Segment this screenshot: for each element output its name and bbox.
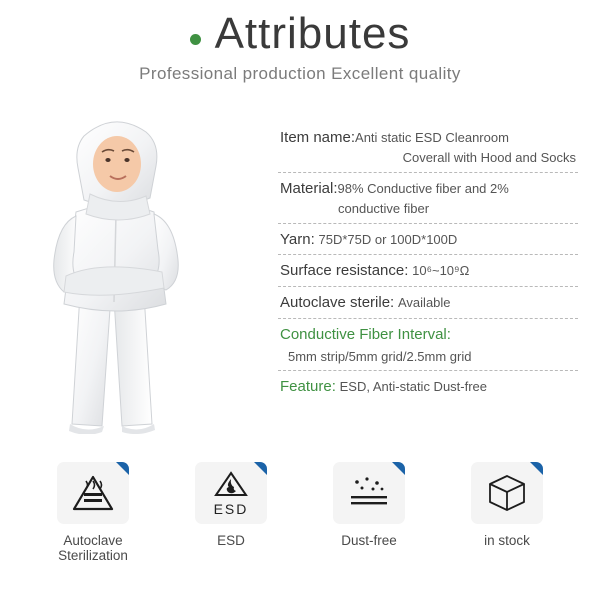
autoclave-triangle-icon	[71, 473, 115, 513]
feature-label: Autoclave Sterilization	[58, 533, 128, 563]
esd-triangle-icon	[214, 470, 248, 498]
spec-label: Autoclave sterile:	[280, 294, 395, 312]
feature-item	[447, 462, 567, 563]
spec-label: Material:	[280, 179, 338, 197]
feature-label: ESD	[217, 533, 245, 548]
feature-item	[309, 462, 429, 563]
spec-row	[278, 319, 578, 372]
feature-card	[57, 462, 129, 524]
person-in-coverall-photo	[10, 94, 260, 434]
feature-card	[195, 462, 267, 524]
spec-label: Yarn:	[280, 230, 315, 248]
spec-value: Available	[398, 295, 451, 311]
spec-row	[278, 224, 578, 256]
feature-label: Dust-free	[341, 533, 397, 548]
product-photo	[10, 94, 260, 434]
spec-label: Item name:	[280, 129, 356, 147]
spec-label: Conductive Fiber Interval:	[280, 325, 451, 343]
spec-value: ESD, Anti-static Dust-free	[339, 379, 488, 395]
spec-row	[278, 122, 578, 173]
spec-value-line2: conductive fiber	[338, 200, 430, 216]
page-header	[0, 0, 600, 84]
dust-free-icon	[345, 474, 393, 512]
feature-label: in stock	[484, 533, 530, 548]
corner-fold-icon	[530, 462, 543, 475]
feature-strip	[0, 462, 600, 563]
feature-card	[471, 462, 543, 524]
feature-item	[33, 462, 153, 563]
feature-item	[171, 462, 291, 563]
spec-row	[278, 287, 578, 319]
spec-value: Anti static ESD Cleanroom	[355, 130, 509, 146]
spec-label: Surface resistance:	[280, 262, 409, 280]
spec-row	[278, 371, 578, 402]
corner-fold-icon	[116, 462, 129, 475]
spec-row	[278, 255, 578, 287]
spec-value: 5mm strip/5mm grid/2.5mm grid	[288, 348, 472, 364]
spec-row	[278, 173, 578, 224]
title-row	[0, 10, 600, 58]
main-content	[0, 84, 600, 442]
page-subtitle: Professional production Excellent quality	[139, 64, 461, 84]
spec-value-line2: Coverall with Hood and Socks	[402, 150, 576, 166]
corner-fold-icon	[392, 462, 405, 475]
esd-label: ESD	[213, 501, 249, 517]
spec-value: 98% Conductive fiber and 2%	[337, 180, 509, 196]
spec-label: Feature:	[280, 378, 336, 396]
page-title: Attributes	[214, 9, 411, 58]
feature-card	[333, 462, 405, 524]
box-icon	[486, 473, 528, 513]
green-dot-icon	[190, 34, 201, 45]
spec-table	[278, 122, 578, 402]
spec-value: 75D*75D or 100D*100D	[318, 231, 458, 247]
corner-fold-icon	[254, 462, 267, 475]
spec-value: 10⁶~10⁹Ω	[412, 263, 470, 279]
